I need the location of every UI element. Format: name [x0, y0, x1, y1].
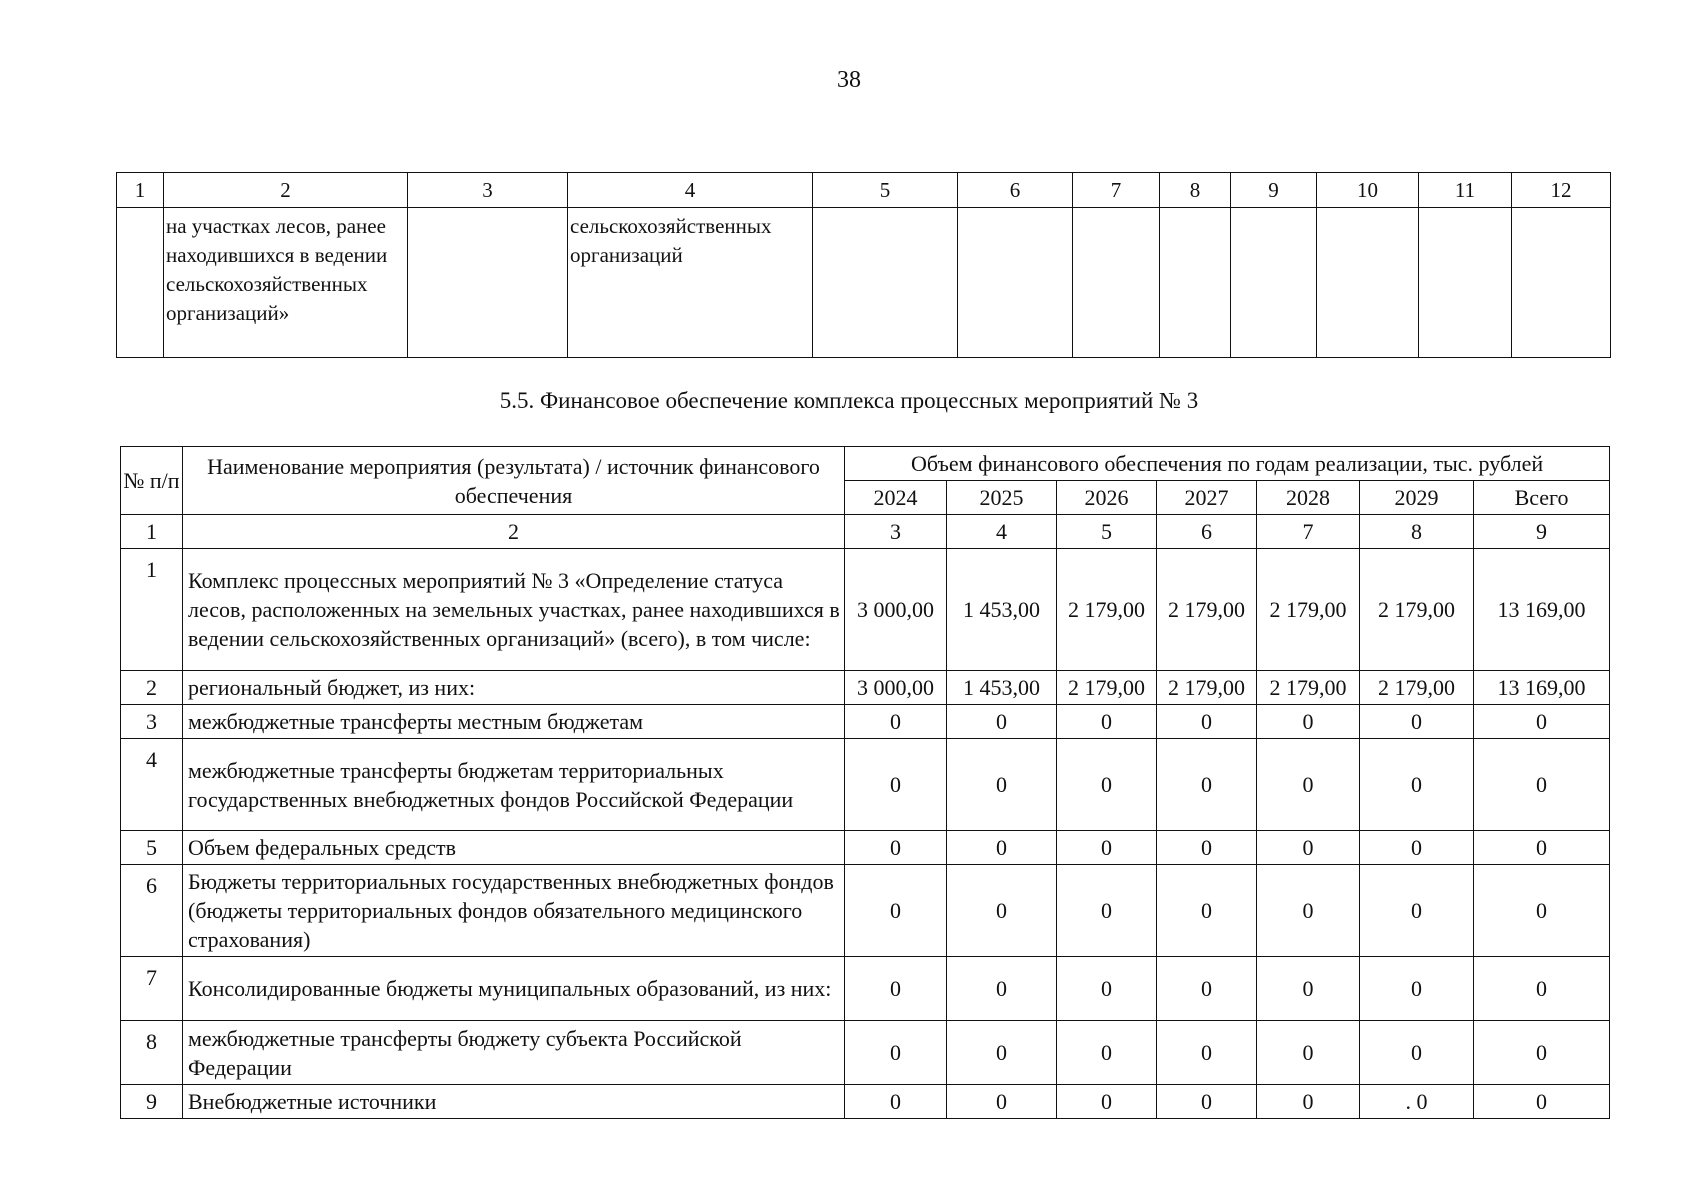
row-number: 3 [121, 705, 183, 739]
value-cell: 0 [1157, 1085, 1257, 1119]
table-cell [1231, 208, 1317, 358]
table-cell [408, 208, 568, 358]
value-cell: 0 [947, 1021, 1057, 1085]
row-name: Объем федеральных средств [183, 831, 845, 865]
column-number-cell: 5 [1057, 515, 1157, 549]
row-name: межбюджетные трансферты бюджетам территориальных государственных внебюджетных фондов Российской Федерации [183, 739, 845, 831]
value-cell: 0 [947, 957, 1057, 1021]
column-number-cell: 4 [568, 173, 813, 208]
continuation-table [116, 172, 1611, 358]
header-year: 2025 [947, 481, 1057, 515]
value-cell: 0 [1360, 865, 1474, 957]
value-cell: 0 [1360, 705, 1474, 739]
value-cell: 0 [1360, 1021, 1474, 1085]
column-number-cell: 7 [1257, 515, 1360, 549]
header-volume: Объем финансового обеспечения по годам реализации, тыс. рублей [845, 447, 1610, 481]
value-cell: 0 [1360, 739, 1474, 831]
value-cell: 0 [947, 705, 1057, 739]
value-cell: 0 [1257, 705, 1360, 739]
value-cell: 0 [1474, 957, 1610, 1021]
value-cell: 0 [1474, 865, 1610, 957]
value-cell: 2 179,00 [1257, 671, 1360, 705]
table-row [121, 705, 1610, 739]
value-cell: 0 [1257, 865, 1360, 957]
header-row-main [121, 447, 1610, 481]
column-number-cell: 3 [408, 173, 568, 208]
row-number: 4 [121, 739, 183, 831]
value-cell: 0 [1057, 1021, 1157, 1085]
row-number: 9 [121, 1085, 183, 1119]
value-cell: 0 [1474, 1085, 1610, 1119]
column-number-cell: 8 [1360, 515, 1474, 549]
value-cell: 0 [947, 831, 1057, 865]
column-number-cell: 4 [947, 515, 1057, 549]
value-cell: 0 [1157, 831, 1257, 865]
column-number-cell: 10 [1317, 173, 1419, 208]
page-number: 38 [837, 67, 861, 93]
value-cell: 0 [845, 957, 947, 1021]
column-number-cell: 12 [1512, 173, 1611, 208]
value-cell: 0 [1474, 831, 1610, 865]
row-name: Бюджеты территориальных государственных внебюджетных фондов (бюджеты территориальных фондов обязательного медицинского страхования) [183, 865, 845, 957]
table-row [121, 671, 1610, 705]
row-number: 7 [121, 957, 183, 1021]
value-cell: 0 [1057, 705, 1157, 739]
column-number-cell: 9 [1231, 173, 1317, 208]
header-year: 2027 [1157, 481, 1257, 515]
row-number: 5 [121, 831, 183, 865]
row-number: 8 [121, 1021, 183, 1085]
value-cell: 0 [1257, 1021, 1360, 1085]
table-row [121, 831, 1610, 865]
value-cell: 0 [1157, 865, 1257, 957]
value-cell: 0 [1360, 957, 1474, 1021]
value-cell: 2 179,00 [1360, 549, 1474, 671]
value-cell: 0 [1057, 957, 1157, 1021]
row-number: 6 [121, 865, 183, 957]
value-cell: 0 [1157, 957, 1257, 1021]
header-number: № п/п [121, 447, 183, 515]
value-cell: 0 [1057, 831, 1157, 865]
value-cell: 0 [1057, 739, 1157, 831]
value-cell: 0 [845, 705, 947, 739]
row-name: Консолидированные бюджеты муниципальных образований, из них: [183, 957, 845, 1021]
table-row [121, 957, 1610, 1021]
section-title: 5.5. Финансовое обеспечение комплекса процессных мероприятий № 3 [499, 388, 1199, 413]
value-cell: 0 [845, 739, 947, 831]
header-year: 2024 [845, 481, 947, 515]
column-number-cell: 11 [1419, 173, 1512, 208]
continuation-data-row [117, 208, 1611, 358]
row-number: 2 [121, 671, 183, 705]
table-cell [958, 208, 1073, 358]
header-total: Всего [1474, 481, 1610, 515]
value-cell: 0 [845, 831, 947, 865]
table-cell [813, 208, 958, 358]
value-cell: 2 179,00 [1157, 549, 1257, 671]
value-cell: 0 [1360, 831, 1474, 865]
value-cell: 0 [1474, 1021, 1610, 1085]
value-cell: 2 179,00 [1360, 671, 1474, 705]
table-row [121, 1085, 1610, 1119]
header-name: Наименование мероприятия (результата) / источник финансового обеспечения [183, 447, 845, 515]
column-number-cell: 6 [958, 173, 1073, 208]
value-cell: 0 [1157, 739, 1257, 831]
value-cell: 0 [1057, 865, 1157, 957]
value-cell: 0 [1257, 957, 1360, 1021]
column-number-cell: 2 [164, 173, 408, 208]
value-cell: 13 169,00 [1474, 671, 1610, 705]
column-number-cell: 1 [121, 515, 183, 549]
value-cell: 0 [947, 739, 1057, 831]
value-cell: 0 [1157, 1021, 1257, 1085]
row-name: межбюджетные трансферты местным бюджетам [183, 705, 845, 739]
row-number: 1 [121, 549, 183, 671]
continuation-header-row [117, 173, 1611, 208]
value-cell: 2 179,00 [1057, 671, 1157, 705]
value-cell: 3 000,00 [845, 671, 947, 705]
value-cell: 2 179,00 [1157, 671, 1257, 705]
table-row [121, 865, 1610, 957]
header-year: 2028 [1257, 481, 1360, 515]
value-cell: 2 179,00 [1257, 549, 1360, 671]
column-number-cell: 7 [1073, 173, 1160, 208]
column-number-cell: 8 [1160, 173, 1231, 208]
table-cell [1073, 208, 1160, 358]
table-cell: сельскохозяйственных организаций [568, 208, 813, 358]
value-cell: 0 [947, 865, 1057, 957]
value-cell: 0 [845, 1021, 947, 1085]
value-cell: 13 169,00 [1474, 549, 1610, 671]
row-name: Комплекс процессных мероприятий № 3 «Определение статуса лесов, расположенных на земельных участках, ранее находившихся в ведении сельскохозяйственных организаций» (всего), в том числе: [183, 549, 845, 671]
table-cell: на участках лесов, ранее находившихся в ведении сельскохозяйственных организаций» [164, 208, 408, 358]
table-row [121, 739, 1610, 831]
table-cell [1419, 208, 1512, 358]
table-row [121, 549, 1610, 671]
value-cell: 2 179,00 [1057, 549, 1157, 671]
column-number-cell: 1 [117, 173, 164, 208]
value-cell: 0 [1057, 1085, 1157, 1119]
column-number-cell: 5 [813, 173, 958, 208]
value-cell: 1 453,00 [947, 549, 1057, 671]
table-cell [1317, 208, 1419, 358]
value-cell: 0 [845, 865, 947, 957]
column-number-row [121, 515, 1610, 549]
value-cell: 0 [1474, 705, 1610, 739]
column-number-cell: 6 [1157, 515, 1257, 549]
column-number-cell: 3 [845, 515, 947, 549]
header-year: 2026 [1057, 481, 1157, 515]
column-number-cell: 9 [1474, 515, 1610, 549]
value-cell: 0 [1474, 739, 1610, 831]
value-cell: 3 000,00 [845, 549, 947, 671]
table-row [121, 1021, 1610, 1085]
value-cell: 0 [947, 1085, 1057, 1119]
row-name: региональный бюджет, из них: [183, 671, 845, 705]
table-cell [1512, 208, 1611, 358]
value-cell: 1 453,00 [947, 671, 1057, 705]
value-cell: 0 [1257, 739, 1360, 831]
financing-table [120, 446, 1610, 1119]
header-year: 2029 [1360, 481, 1474, 515]
row-name: межбюджетные трансферты бюджету субъекта Российской Федерации [183, 1021, 845, 1085]
table-cell [1160, 208, 1231, 358]
column-number-cell: 2 [183, 515, 845, 549]
row-name: Внебюджетные источники [183, 1085, 845, 1119]
value-cell: 0 [1257, 831, 1360, 865]
table-cell [117, 208, 164, 358]
value-cell: 0 [1257, 1085, 1360, 1119]
value-cell: . 0 [1360, 1085, 1474, 1119]
value-cell: 0 [1157, 705, 1257, 739]
value-cell: 0 [845, 1085, 947, 1119]
